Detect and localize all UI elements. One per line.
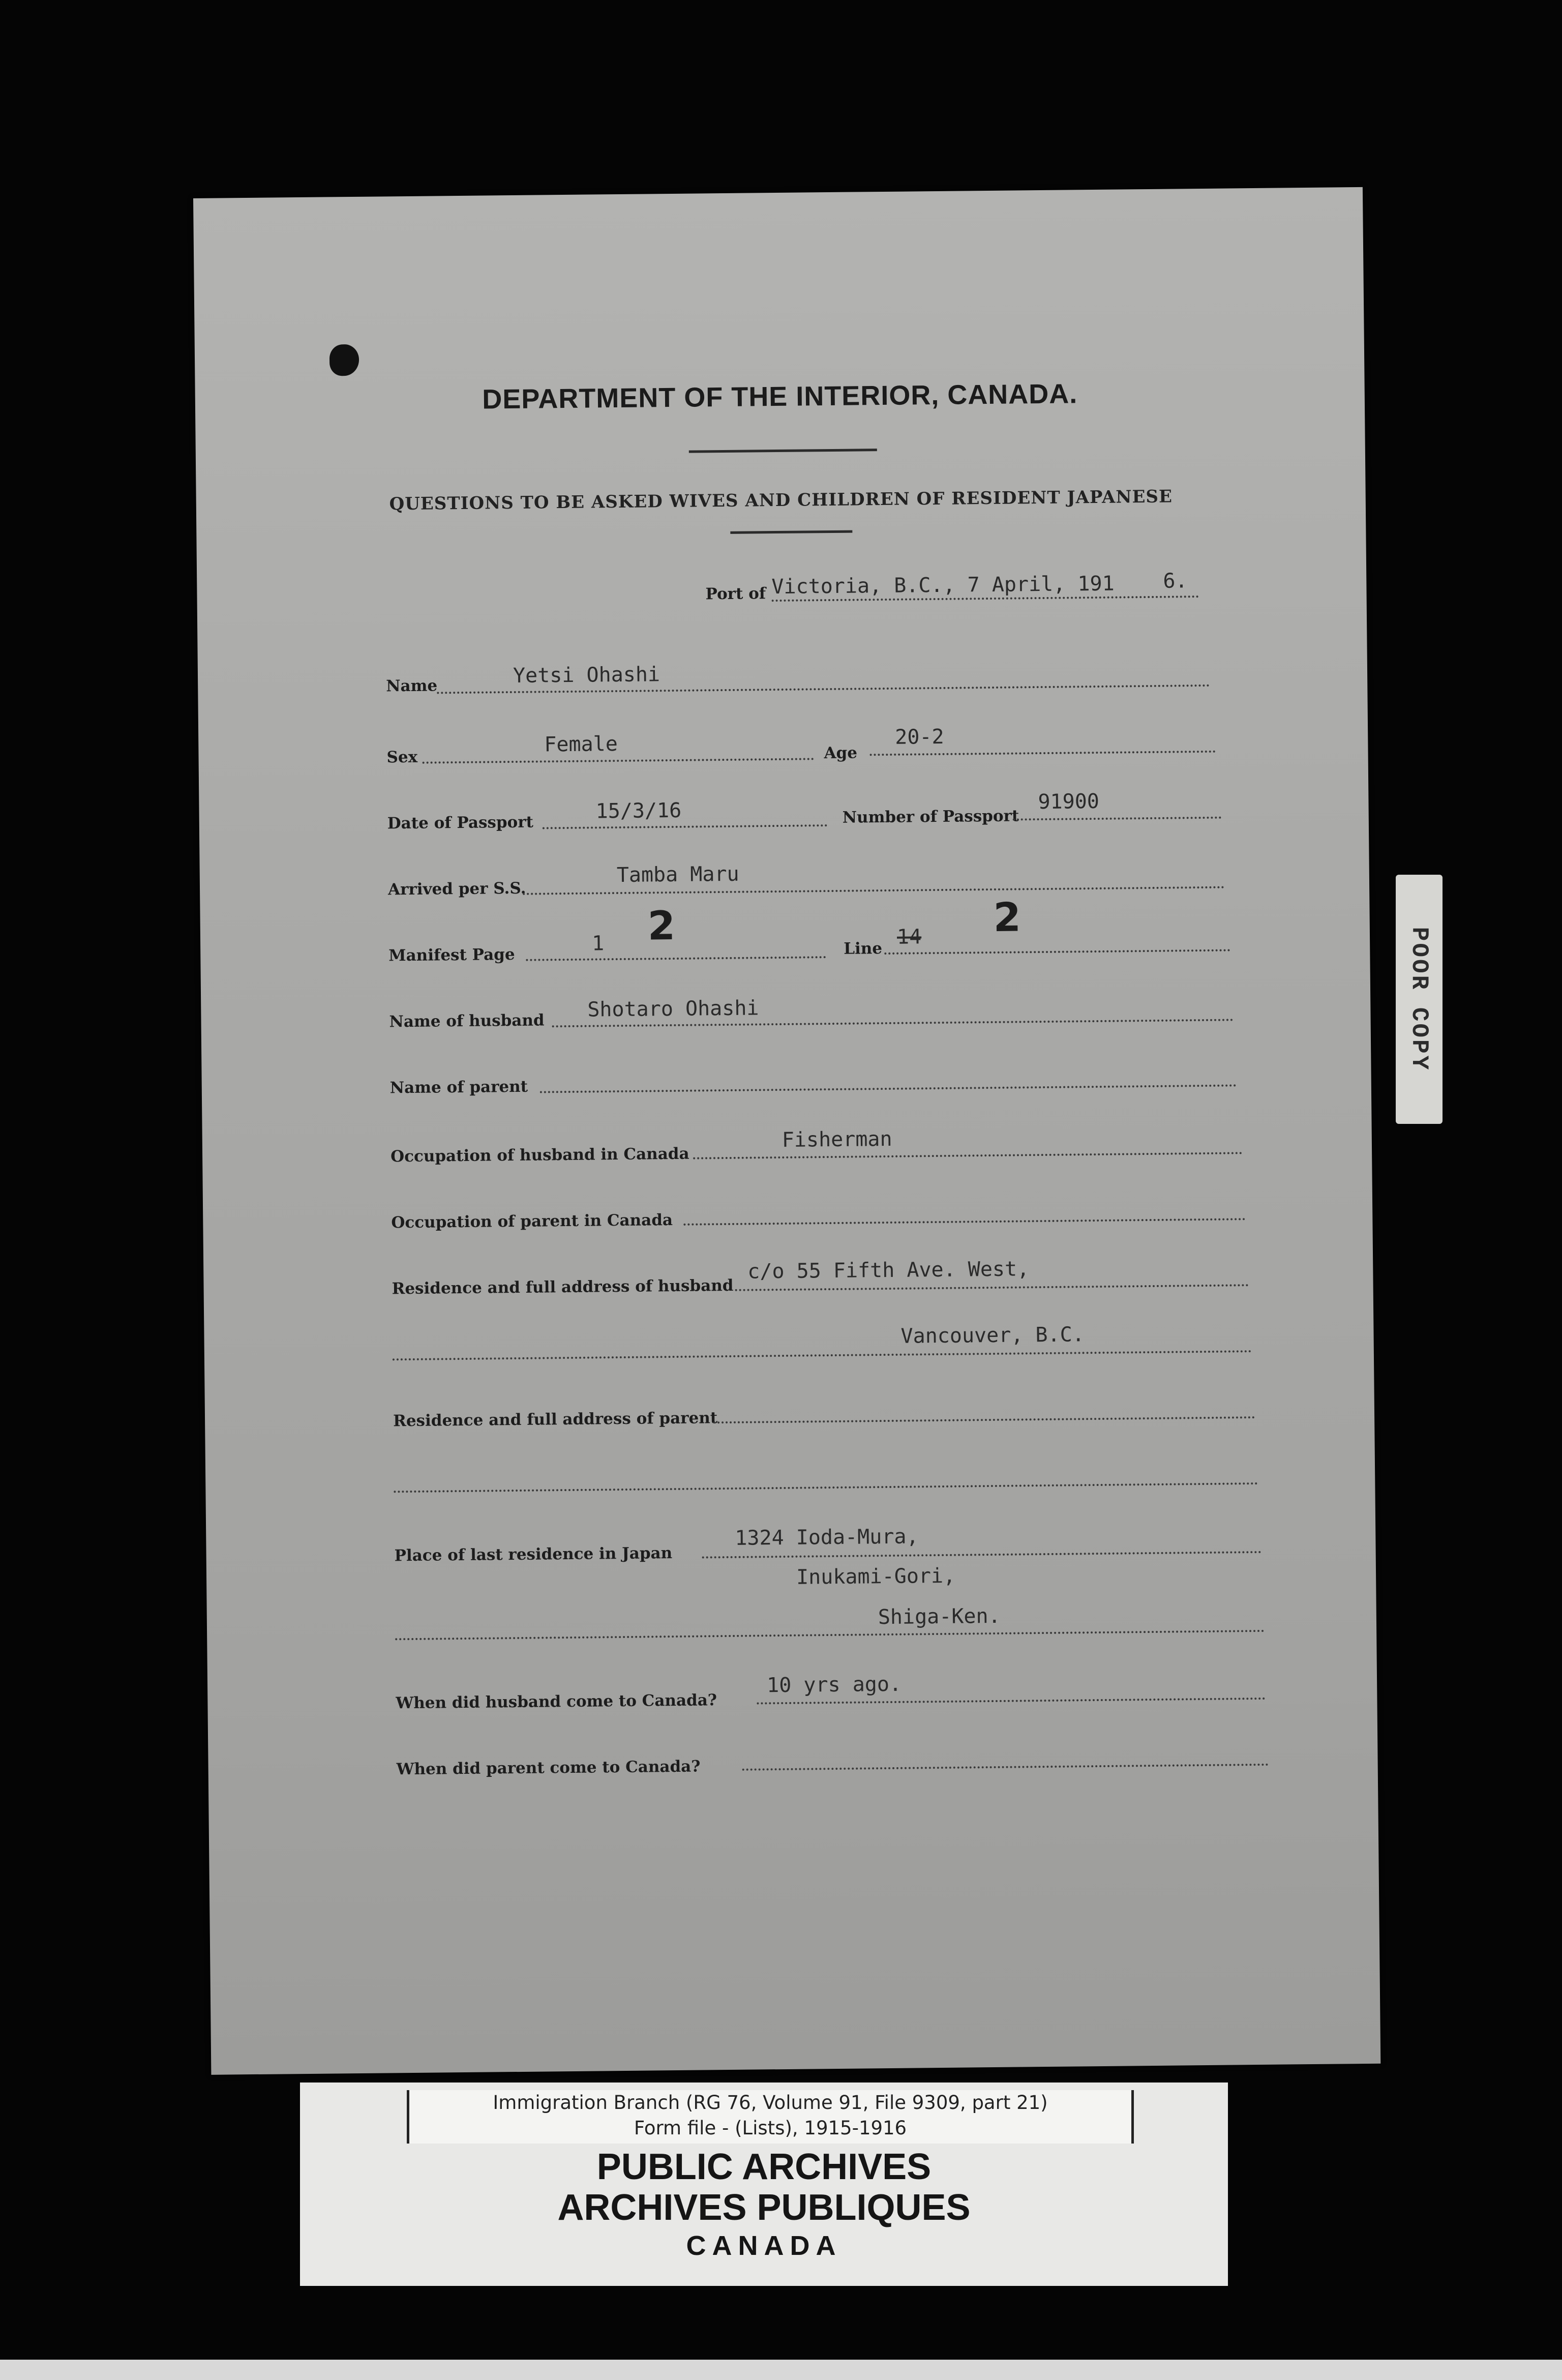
parent-occupation-label: Occupation of parent in Canada (391, 1211, 673, 1232)
sex-label: Sex (386, 748, 418, 767)
manifest-label: Manifest Page (388, 945, 515, 965)
archives-label (300, 2082, 1228, 2286)
line-value: 14 (896, 925, 922, 949)
manifest-line (526, 956, 826, 961)
husband-name-label: Name of husband (389, 1011, 545, 1031)
arrived-line (523, 886, 1224, 895)
ink-blot (329, 344, 359, 376)
japan-residence-line3: Shiga-Ken. (878, 1604, 1001, 1629)
passport-date-line (543, 824, 827, 829)
port-label: Port of (705, 584, 766, 604)
husband-occupation-label: Occupation of husband in Canada (390, 1144, 689, 1166)
poor-copy-text: POOR COPY (1406, 927, 1432, 1072)
age-value: 20-2 (895, 725, 944, 749)
reference-box (407, 2090, 1134, 2144)
poor-copy-stamp (1396, 875, 1443, 1124)
parent-address-line-2 (394, 1482, 1258, 1493)
husband-came-value: 10 yrs ago. (766, 1672, 902, 1698)
husband-address-line (735, 1284, 1249, 1291)
husband-address-line1: c/o 55 Fifth Ave. West, (747, 1257, 1030, 1284)
passport-number-line (1013, 817, 1221, 821)
sex-line (423, 758, 814, 763)
husband-occupation-value: Fisherman (782, 1127, 892, 1152)
parent-name-label: Name of parent (389, 1077, 528, 1097)
port-year-digit: 6. (1163, 569, 1188, 593)
immigration-form-document (193, 187, 1380, 2075)
husband-address-line2: Vancouver, B.C. (900, 1323, 1085, 1348)
husband-came-line (757, 1698, 1265, 1705)
age-line (870, 751, 1216, 756)
subtitle-rule (730, 530, 852, 534)
manifest-handwritten: 2 (647, 903, 676, 949)
archives-french: ARCHIVES PUBLIQUES (557, 2187, 971, 2228)
parent-came-label: When did parent come to Canada? (396, 1757, 701, 1779)
form-subtitle: QUESTIONS TO BE ASKED WIVES AND CHILDREN OF RESIDENT JAPANESE (389, 486, 1173, 515)
japan-residence-line1: 1324 Ioda-Mura, (735, 1525, 919, 1550)
parent-address-label: Residence and full address of parent (393, 1409, 718, 1431)
parent-came-line (742, 1764, 1269, 1771)
passport-number-value: 91900 (1038, 789, 1100, 814)
reference-line-1: Immigration Branch (RG 76, Volume 91, File 9309, part 21) (493, 2092, 1048, 2114)
port-value: Victoria, B.C., 7 April, 191 (771, 572, 1115, 599)
reference-line-2: Form file - (Lists), 1915-1916 (634, 2117, 907, 2139)
arrived-value: Tamba Maru (616, 862, 739, 887)
film-edge-strip (0, 2360, 1562, 2380)
name-label: Name (386, 676, 438, 696)
parent-name-line (540, 1084, 1237, 1093)
parent-address-line (713, 1416, 1255, 1423)
husband-came-label: When did husband come to Canada? (396, 1691, 717, 1713)
archives-english: PUBLIC ARCHIVES (596, 2147, 932, 2187)
archives-country: CANADA (686, 2230, 842, 2261)
line-label: Line (844, 939, 883, 958)
passport-date-label: Date of Passport (387, 813, 534, 833)
husband-occupation-line (693, 1152, 1242, 1159)
passport-date-value: 15/3/16 (595, 798, 682, 823)
sex-value: Female (544, 732, 618, 757)
line-handwritten: 2 (993, 895, 1022, 941)
japan-residence-line-3 (395, 1630, 1265, 1640)
line-number-line (884, 949, 1230, 955)
form-title: DEPARTMENT OF THE INTERIOR, CANADA. (482, 378, 1078, 415)
parent-occupation-line (683, 1218, 1245, 1226)
title-rule (689, 449, 877, 453)
arrived-label: Arrived per S.S. (387, 879, 526, 899)
husband-address-line-2 (393, 1350, 1252, 1360)
japan-residence-line (702, 1551, 1261, 1559)
japan-residence-label: Place of last residence in Japan (394, 1544, 673, 1565)
name-value: Yetsi Ohashi (513, 663, 660, 688)
husband-name-value: Shotaro Ohashi (587, 996, 759, 1022)
japan-residence-line2: Inukami-Gori, (796, 1564, 956, 1589)
husband-address-label: Residence and full address of husband (392, 1276, 734, 1298)
manifest-value: 1 (591, 932, 605, 956)
passport-number-label: Number of Passport (842, 807, 1019, 827)
age-label: Age (824, 743, 858, 763)
